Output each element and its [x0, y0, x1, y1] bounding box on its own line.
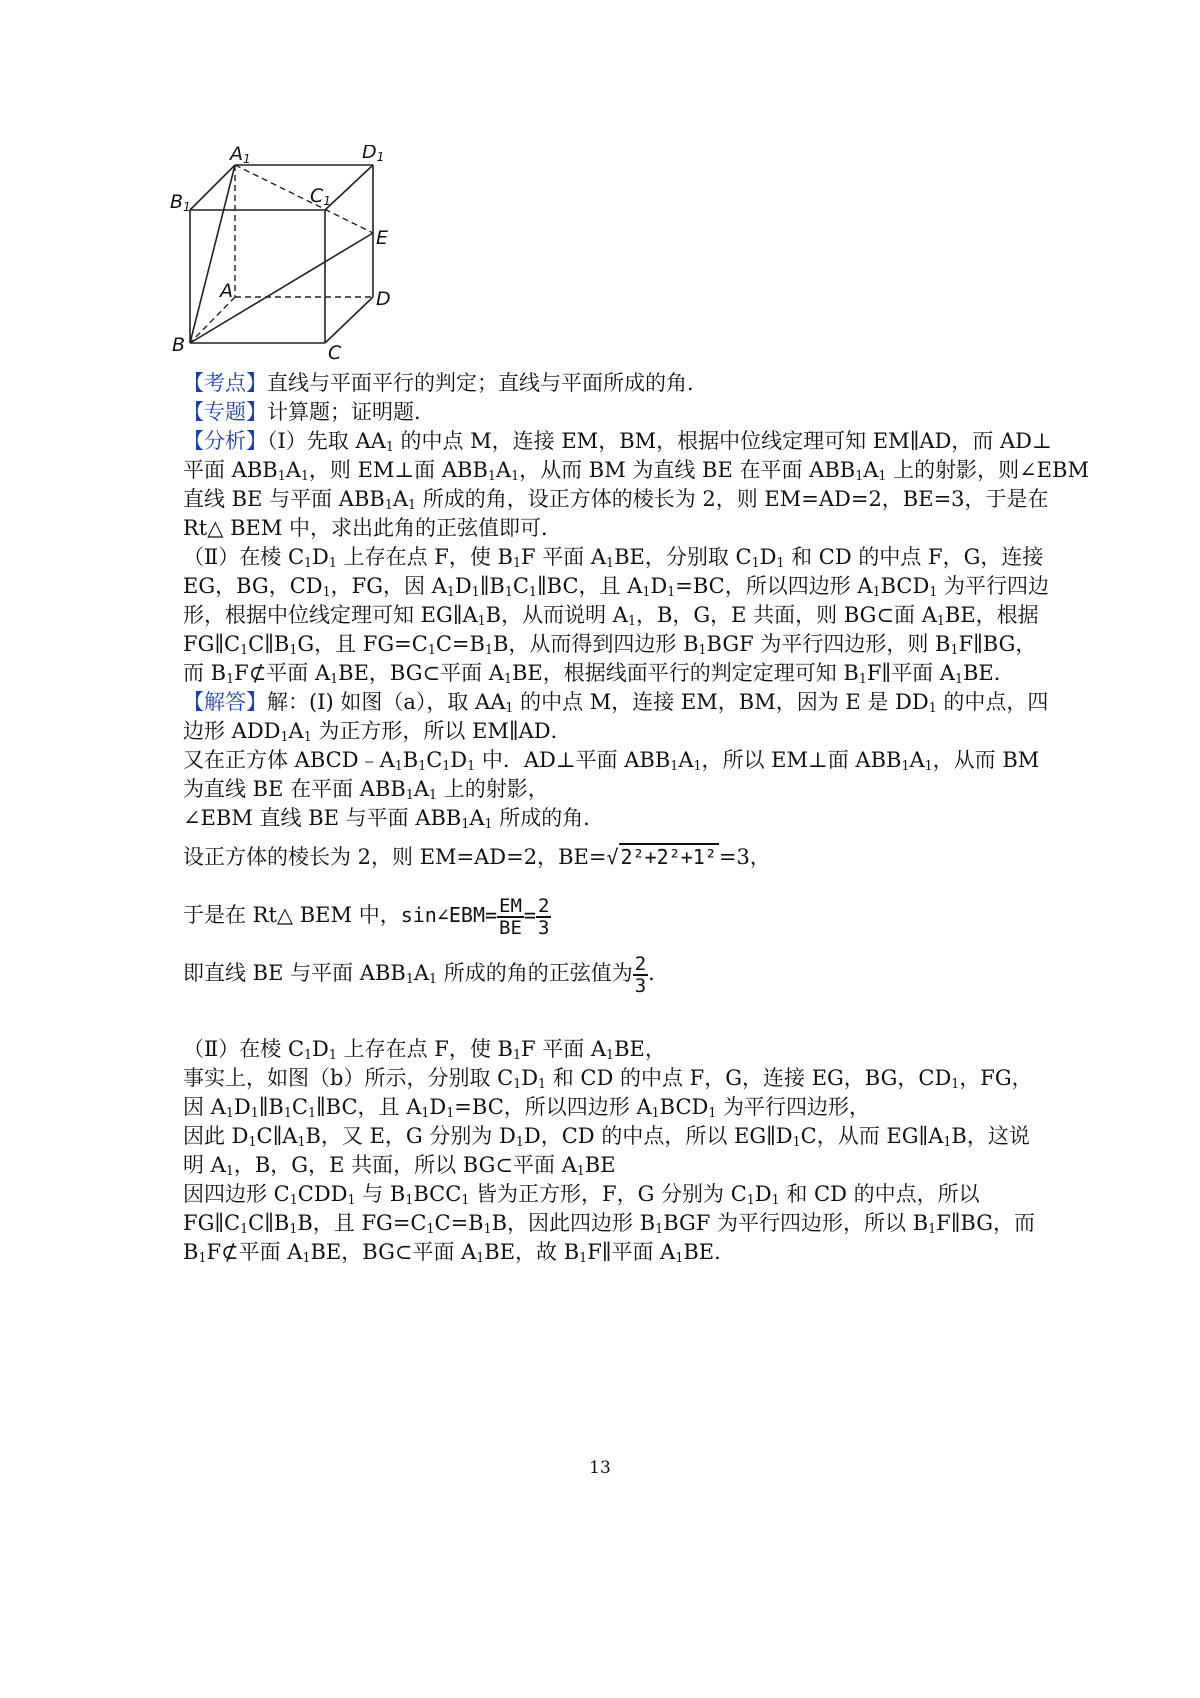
jieda-line-10: 事实上，如图（b）所示，分别取 $C_1D_1$ 和 CD 的中点 F，G，连接 EG，BG，$CD_1$，FG， — [183, 1066, 1033, 1092]
jieda-line-13: 明 $A_1$，B，G，E 共面，所以 BG⊂平面 $A_1BE$ — [183, 1153, 616, 1179]
jieda-line-6: 设正方体的棱长为 2，则 EM=AD=2，BE=√ 2²+2²+1²=3， — [183, 845, 771, 869]
jieda-line-15: $FG\parallel C_1C\parallel B_1B$，且 $FG=C_1C=B_1B$，因此四边形 $B_1BGF$ 为平行四边形，所以 $B_1F\parallel BG$，而 — [183, 1211, 1036, 1237]
kaodian-tag: 【考点】 — [183, 371, 267, 395]
jieda-line-14: 因四边形 $C_1CDD_1$ 与 $B_1BCC_1$ 皆为正方形，F，G 分别为 $C_1D_1$ 和 CD 的中点，所以 — [183, 1182, 980, 1208]
fenxi-line-1: 【分析】（Ⅰ）先取 $AA_1$ 的中点 M，连接 EM，BM，根据中位线定理可知 EM∥AD，而 AD⊥ — [183, 429, 1052, 455]
jieda-line-12: 因此 $D_1C\parallel A_1B$，又 E，G 分别为 $D_1D$，CD 的中点，所以 $EG\parallel D_1C$，从而 $EG\parallel A_1B$，这说 — [183, 1124, 1030, 1150]
jieda-line-4: 为直线 BE 在平面 $ABB_1A_1$ 上的射影， — [183, 777, 549, 803]
zhuanti-tag: 【专题】 — [183, 400, 267, 424]
label-b1: B1 — [170, 191, 191, 214]
jieda-line-9: （Ⅱ）在棱 $C_1D_1$ 上存在点 F，使 $B_1F$ 平面 $A_1BE$， — [183, 1037, 666, 1063]
fenxi-line-9: 而 $B_1F⊄$平面 $A_1BE$，BG⊂平面 $A_1BE$，根据线面平行的判定定理可知 $B_1F\parallel$平面 $A_1BE$． — [183, 661, 1015, 687]
fenxi-line-7: 形，根据中位线定理可知 $EG\parallel A_1B$，从而说明 $A_1$，B，G，E 共面，则 BG⊂面 $A_1BE$，根据 — [183, 603, 1039, 629]
label-d: D — [376, 288, 391, 310]
jieda-line-2: 边形 $ADD_1A_1$ 为正方形，所以 EM∥AD． — [183, 719, 572, 745]
fenxi-line-8: $FG\parallel C_1C\parallel B_1G$，且 $FG=C_1C=B_1B$，从而得到四边形 $B_1BGF$ 为平行四边形，则 $B_1F\parallel BG$， — [183, 632, 1037, 658]
page-number: 13 — [589, 1458, 611, 1478]
jieda-line-5: ∠EBM 直线 BE 与平面 $ABB_1A_1$ 所成的角． — [183, 806, 605, 832]
fenxi-line-3: 直线 BE 与平面 $ABB_1A_1$ 所成的角，设正方体的棱长为 2，则 EM=AD=2，BE=3，于是在 — [183, 487, 1049, 513]
cube-figure — [170, 145, 410, 395]
jieda-line-16: $B_1F⊄$平面 $A_1BE$，BG⊂平面 $A_1BE$，故 $B_1F\parallel$平面 $A_1BE$． — [183, 1240, 736, 1266]
label-a1: A1 — [230, 145, 251, 166]
jieda-tag: 【解答】 — [183, 690, 267, 714]
label-c1: C1 — [310, 185, 331, 208]
jieda-line-3: 又在正方体 $ABCD﹣A_1B_1C_1D_1$ 中．AD⊥平面 $ABB_1A_1$，所以 EM⊥面 $ABB_1A_1$，从而 BM — [183, 748, 1040, 774]
label-d1: D1 — [362, 145, 385, 164]
label-e: E — [376, 227, 389, 249]
jieda-line-8: 即直线 BE 与平面 $ABB_1A_1$ 所成的角的正弦值为 $\frac{2}{3}$ ． — [183, 952, 670, 997]
jieda-line-11: 因 $A_1D_1\parallel B_1C_1\parallel BC$，且 $A_1D_1=BC$，所以四边形 $A_1BCD_1$ 为平行四边形， — [183, 1095, 871, 1121]
label-b: B — [172, 334, 186, 356]
fraction-result: $\frac{2}{3}$ — [634, 952, 647, 997]
cube-diagram — [170, 145, 410, 395]
zhuanti-text: 计算题；证明题． — [267, 400, 435, 424]
jieda-line-7: 于是在 Rt△ BEM 中，sin∠EBM= $\frac{EM}{BE}$ = $\frac{2}{3}$ — [183, 894, 550, 939]
fenxi-line-5: （Ⅱ）在棱 $C_1D_1$ 上存在点 F，使 $B_1F$ 平面 $A_1BE$，分别取 $C_1D_1$ 和 CD 的中点 F，G，连接 — [183, 545, 1044, 571]
sin-expression: sin∠EBM= — [400, 903, 498, 927]
zhuanti-line — [183, 397, 435, 427]
sqrt-expression: √ 2²+2²+1² — [606, 845, 717, 869]
fraction-two-thirds: $\frac{2}{3}$ — [537, 894, 550, 939]
label-a: A — [220, 280, 233, 302]
fenxi-line-2: 平面 $ABB_1A_1$，则 EM⊥面 $ABB_1A_1$，从而 BM 为直线 BE 在平面 $ABB_1A_1$ 上的射影，则∠EBM — [183, 458, 1089, 484]
kaodian-text: 直线与平面平行的判定；直线与平面所成的角． — [267, 371, 708, 395]
fraction-em-be: $\frac{EM}{BE}$ — [499, 894, 522, 939]
fenxi-tag: 【分析】 — [183, 429, 267, 453]
fenxi-line-4: Rt△ BEM 中，求出此角的正弦值即可． — [183, 516, 563, 540]
fenxi-line-6: EG，BG，$CD_1$，FG，因 $A_1D_1\parallel B_1C_1\parallel BC$，且 $A_1D_1=BC$，所以四边形 $A_1BCD_1$ 为平行四边 — [183, 574, 1050, 600]
jieda-line-1: 【解答】解：(I) 如图（a），取 $AA_1$ 的中点 M，连接 EM，BM，因为 E 是 $DD_1$ 的中点，四 — [183, 690, 1049, 716]
kaodian-line — [183, 368, 708, 398]
label-c: C — [328, 342, 342, 364]
